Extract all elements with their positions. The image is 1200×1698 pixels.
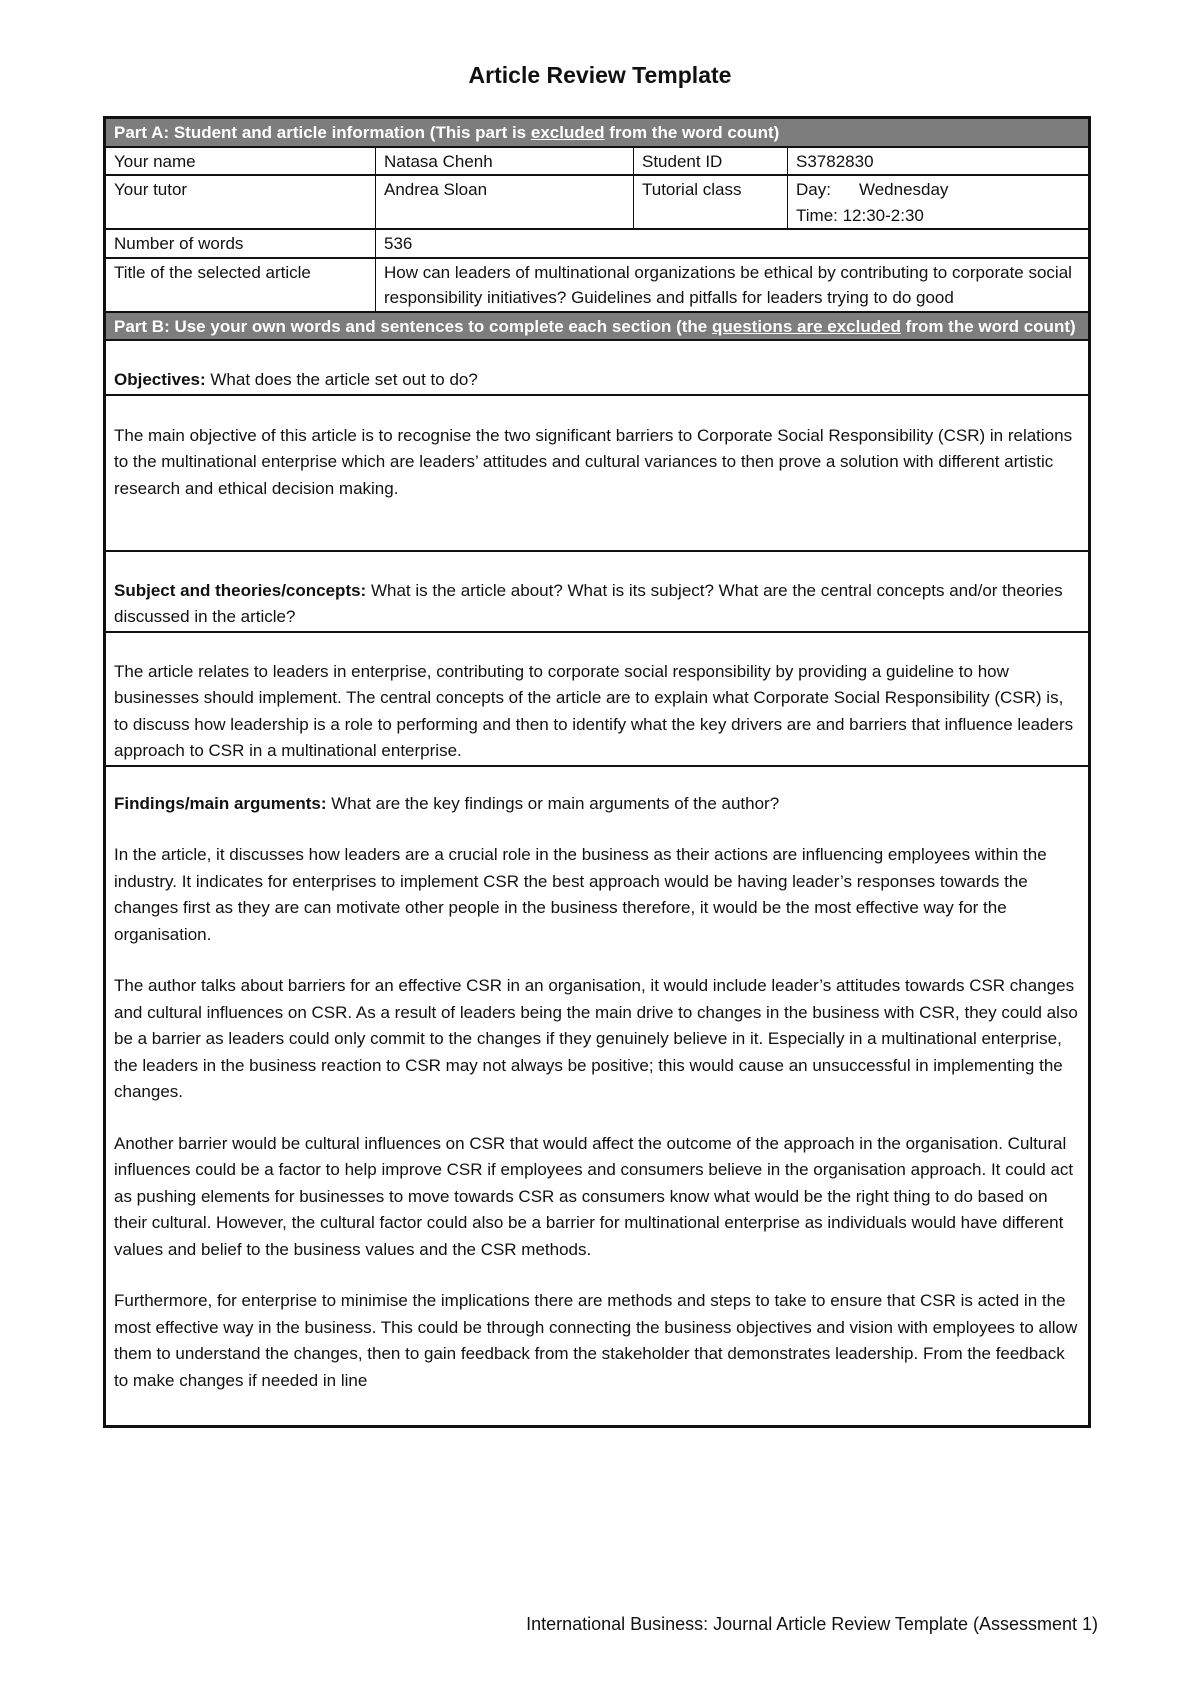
article-title-value: How can leaders of multinational organizations be ethical by contributing to corporate social responsibility initiatives? Guidelines and pitfalls for leaders trying to do good — [384, 262, 1072, 307]
findings-section — [106, 767, 1088, 1425]
part-b-header-row — [106, 313, 1088, 342]
findings-paragraph: In the article, it discusses how leaders are a crucial role in the business as their actions are influencing employees within the industry. It indicates for enterprises to implement CSR the best approach would be having leader’s responses towards the changes first as they are can motivate other people in the business therefore, it would be the most effective way for the organisation. — [114, 845, 1047, 944]
objectives-answer-row — [106, 396, 1088, 552]
subject-question-row — [106, 552, 1088, 633]
review-table — [103, 116, 1091, 1428]
tutor-value: Andrea Sloan — [376, 176, 634, 228]
words-label: Number of words — [106, 230, 376, 257]
objectives-question-text: What does the article set out to do? — [205, 370, 478, 389]
day-value: Wednesday — [858, 180, 949, 199]
findings-question — [114, 791, 1080, 818]
findings-question-text: What are the key findings or main arguments of the author? — [326, 793, 780, 813]
part-a-header-row — [106, 119, 1088, 148]
findings-paragraph: Furthermore, for enterprise to minimise the implications there are methods and steps to take to ensure that CSR is acted in the most effective way in the business. This could be through connecting the business objectives and vision with employees to allow them to understand the changes, then to gain feedback from the stakeholder that demonstrates leadership. From the feedback to make changes if needed in line — [114, 1291, 1078, 1390]
subject-question — [106, 552, 1088, 631]
subject-answer-row — [106, 633, 1088, 767]
article-title-row — [106, 259, 1088, 313]
student-id-value: S3782830 — [796, 151, 874, 171]
part-a-header-text: Part A: Student and article information (This part is — [114, 123, 531, 142]
part-b-header — [106, 313, 1088, 340]
subject-label: Subject and theories/concepts: — [114, 580, 367, 600]
words-value: 536 — [384, 234, 413, 253]
tutorial-class-value — [788, 176, 1088, 228]
objectives-answer: The main objective of this article is to recognise the two significant barriers to Corporate Social Responsibility (CSR) in relations to the multinational enterprise which are leaders’ attitudes and cultural variances to then prove a solution with different artistic research and ethical decision making. — [114, 425, 1073, 498]
part-a-header-text-end: from the word count) — [604, 123, 780, 142]
subject-question-text: What is the article about? What is its subject? What are the central concepts and/or theories discussed in the article? — [114, 580, 1063, 626]
tutorial-class-label: Tutorial class — [634, 176, 788, 228]
words-row — [106, 230, 1088, 259]
objectives-question — [106, 341, 1088, 394]
name-value: Natasa Chenh — [376, 148, 634, 175]
findings-paragraph: The author talks about barriers for an effective CSR in an organisation, it would include leader’s attitudes towards CSR changes and cultural influences on CSR. As a result of leaders being the main drive to changes in the business with CSR, they could also be a barrier as leaders could only commit to the changes if they genuinely believe in it. Especially in a multinational enterprise, the leaders in the business reaction to CSR may not always be positive; this would cause an unsuccessful in implementing the changes. — [114, 976, 1078, 1101]
student-id-label: Student ID — [634, 148, 788, 175]
tutor-label: Your tutor — [106, 176, 376, 228]
part-b-header-text-end: from the word count) — [900, 316, 1076, 336]
day-label: Day: — [796, 180, 831, 199]
name-row — [106, 148, 1088, 177]
findings-row — [106, 767, 1088, 1425]
findings-paragraph: Another barrier would be cultural influences on CSR that would affect the outcome of the approach in the organisation. Cultural influences could be a factor to help improve CSR if employees and consumers believe in the organisation approach. It could act as pushing elements for businesses to move towards CSR as consumers know what would be the right thing to do based on their cultural. However, the cultural factor could also be a barrier for multinational enterprise as individuals would have different values and belief to the business values and the CSR methods. — [114, 1133, 1074, 1259]
part-b-header-text: Part B: Use your own words and sentences to complete each section (the — [114, 316, 712, 336]
part-a-header — [106, 119, 1088, 146]
subject-answer: The article relates to leaders in enterprise, contributing to corporate social responsibility by providing a guideline to how businesses should implement. The central concepts of the article are to explain what Corporate Social Responsibility (CSR) is, to discuss how leadership is a role to performing and then to identify what the key drivers are and barriers that influence leaders approach to CSR in a multinational enterprise. — [114, 661, 1074, 760]
objectives-label: Objectives: — [114, 370, 206, 389]
objectives-question-row — [106, 341, 1088, 396]
page-footer: International Business: Journal Article Review Template (Assessment 1) — [526, 1614, 1098, 1634]
tutor-row — [106, 176, 1088, 230]
findings-label: Findings/main arguments: — [114, 793, 327, 813]
part-a-header-underlined: excluded — [530, 123, 605, 142]
name-label: Your name — [106, 148, 376, 175]
page-title: Article Review Template — [468, 62, 732, 88]
time-value: Time: 12:30-2:30 — [796, 205, 924, 225]
article-title-label: Title of the selected article — [106, 259, 376, 311]
part-b-header-underlined: questions are excluded — [711, 316, 901, 336]
